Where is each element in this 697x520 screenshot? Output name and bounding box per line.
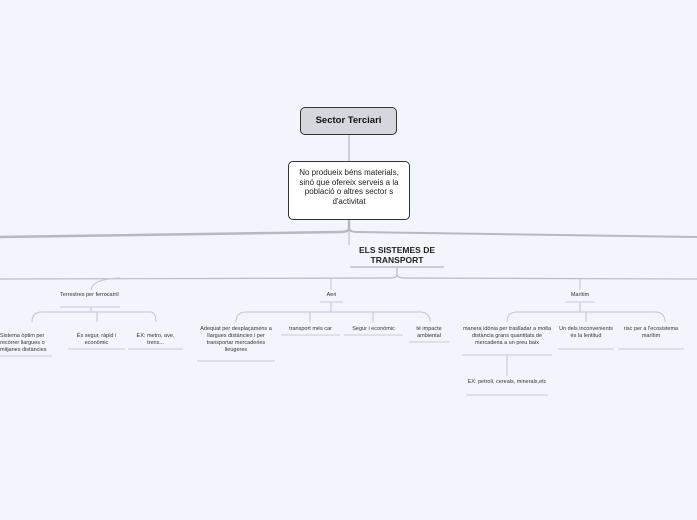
connector-terrestres-children bbox=[32, 307, 156, 322]
branch-terrestres[interactable]: Terrestres per ferrocarril bbox=[60, 292, 119, 298]
connector-maritim-children bbox=[507, 302, 665, 322]
child-aeri-4[interactable]: té impacte ambiental bbox=[416, 326, 442, 339]
child-maritim-3[interactable]: risc per a l'ecosistema marítim bbox=[623, 326, 679, 339]
child-terrestres-1[interactable]: Sistema òptim per recórrer llargues o mitjanes distàncies bbox=[0, 333, 47, 353]
branch-aeri[interactable]: Aeri bbox=[326, 292, 337, 298]
connector-heading-right bbox=[397, 274, 697, 279]
child-aeri-2[interactable]: transport més car bbox=[289, 326, 332, 332]
grandchild-maritim[interactable]: EX: petroli, cereals, minerals,etc bbox=[467, 379, 547, 385]
child-aeri-1[interactable]: Adequat per desplaçamens a llargues distàncies i per transportar mercaderies lleugeres bbox=[200, 326, 272, 353]
transport-systems-heading[interactable]: ELS SISTEMES DE TRANSPORT bbox=[358, 245, 436, 265]
connector-aeri-children bbox=[236, 302, 430, 322]
central-topic[interactable]: Sector Terciari bbox=[300, 107, 397, 135]
child-maritim-2[interactable]: Un dels inconvenients és la lentitud bbox=[559, 326, 613, 339]
branch-maritim[interactable]: Marítim bbox=[570, 292, 590, 298]
connector-heading-left bbox=[0, 267, 397, 279]
connector-description-right bbox=[349, 228, 697, 237]
description-node[interactable]: No produeix béns materials, sinó que ofereix serveis a la població o altres sector s d'activitat bbox=[288, 161, 410, 220]
connector-terrestres bbox=[91, 278, 120, 290]
connector-description-left bbox=[0, 220, 349, 237]
child-maritim-1[interactable]: manera idònia per traslladar a molta distància grans quantitats de mercaderia a un preu baix bbox=[462, 326, 552, 346]
child-aeri-3[interactable]: Segur i econòmic bbox=[352, 326, 395, 332]
child-terrestres-2[interactable]: És segur, ràpid i econòmic bbox=[76, 333, 117, 346]
child-terrestres-3[interactable]: EX: metro, ave, trens... bbox=[136, 333, 175, 346]
